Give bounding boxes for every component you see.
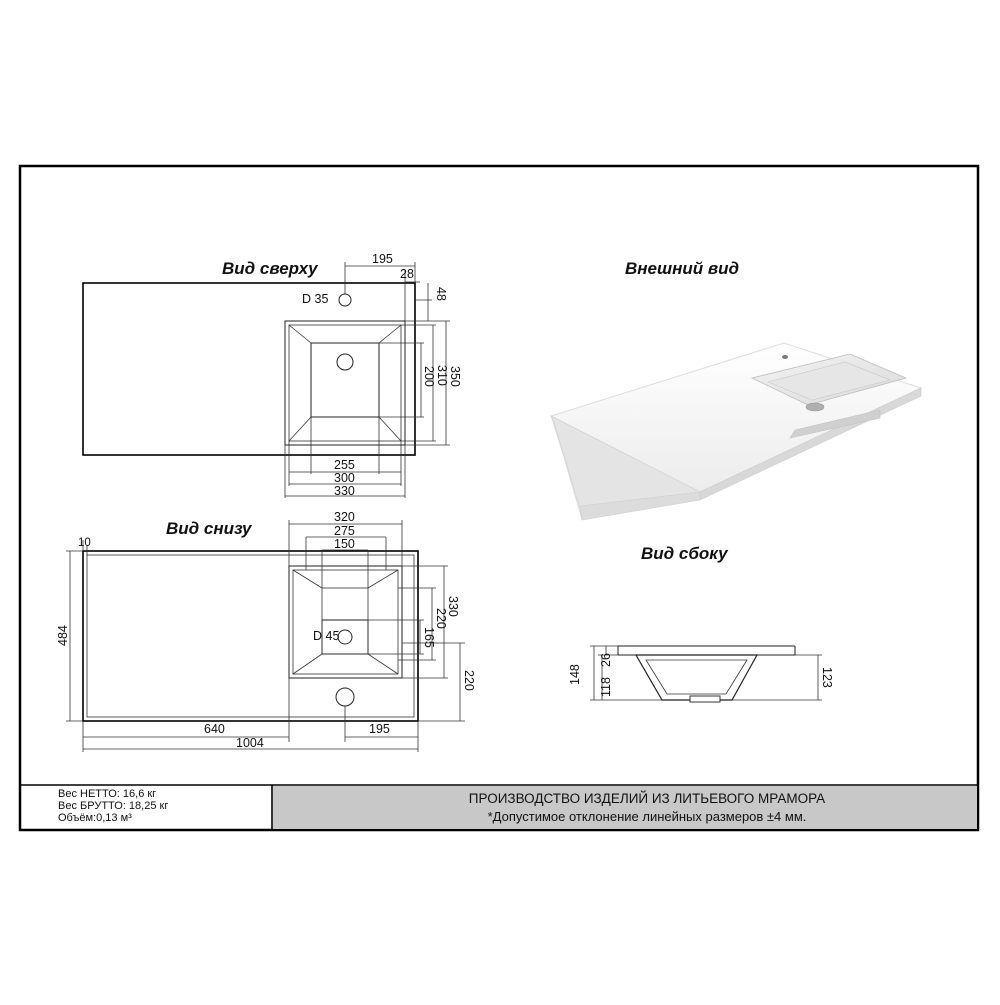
bottom-view-drain-icon [338,630,352,644]
banner-main-text: ПРОИЗВОДСТВО ИЗДЕЛИЙ ИЗ ЛИТЬЕВОГО МРАМОРА [468,791,826,806]
dim-148: 148 [568,664,582,685]
dim-195-bottom: 195 [369,722,390,736]
dim-300: 300 [334,471,355,485]
banner-sub-text: *Допустимое отклонение линейных размеров ±4 мм. [487,809,807,824]
dim-200: 200 [422,366,436,387]
dim-320: 320 [334,510,355,524]
outer-frame [20,166,978,830]
dim-195-top: 195 [372,252,393,266]
external-view-title: Внешний вид [625,259,740,278]
dim-165: 165 [422,627,436,648]
bottom-hole-label: D 45 [313,629,340,643]
dim-48: 48 [434,287,448,301]
top-view-title: Вид сверху [222,259,318,278]
dim-220-b: 220 [462,670,476,691]
dim-150: 150 [334,537,355,551]
external-view [551,259,921,520]
tap-hole-3d-icon [782,355,788,359]
dim-330-b: 330 [446,596,460,617]
side-view-title: Вид сбоку [641,544,728,563]
dim-220-a: 220 [434,608,448,629]
dim-350: 350 [448,366,462,387]
side-view [568,544,834,702]
top-hole-label: D 35 [302,292,329,306]
basin-drain-icon [806,403,824,411]
bottom-view-bowl [289,566,402,678]
dim-255: 255 [334,458,355,472]
dim-275: 275 [334,524,355,538]
top-view-bowl-outer [285,321,405,445]
footer [20,785,978,830]
dim-330: 330 [334,484,355,498]
dim-123: 123 [820,667,834,688]
top-view [83,252,462,498]
dim-118: 118 [599,677,613,697]
dim-1004: 1004 [236,736,264,750]
dim-10: 10 [78,537,91,549]
dim-26: 26 [599,653,613,667]
dim-310: 310 [435,365,449,386]
volume: Объём:0,13 м³ [58,812,132,824]
bottom-view [56,510,476,752]
bottom-view-tap-hole-icon [336,688,354,706]
side-view-basin [636,655,757,700]
top-view-drain-icon [337,354,353,370]
bottom-view-title: Вид снизу [166,519,252,538]
gross-weight: Вес БРУТТО: 18,25 кг [58,800,169,812]
net-weight: Вес НЕТТО: 16,6 кг [58,788,157,800]
dim-640: 640 [204,722,225,736]
top-view-tap-hole-icon [339,294,351,306]
dim-28: 28 [400,267,414,281]
top-view-slab [83,283,415,455]
dim-484: 484 [56,625,70,646]
